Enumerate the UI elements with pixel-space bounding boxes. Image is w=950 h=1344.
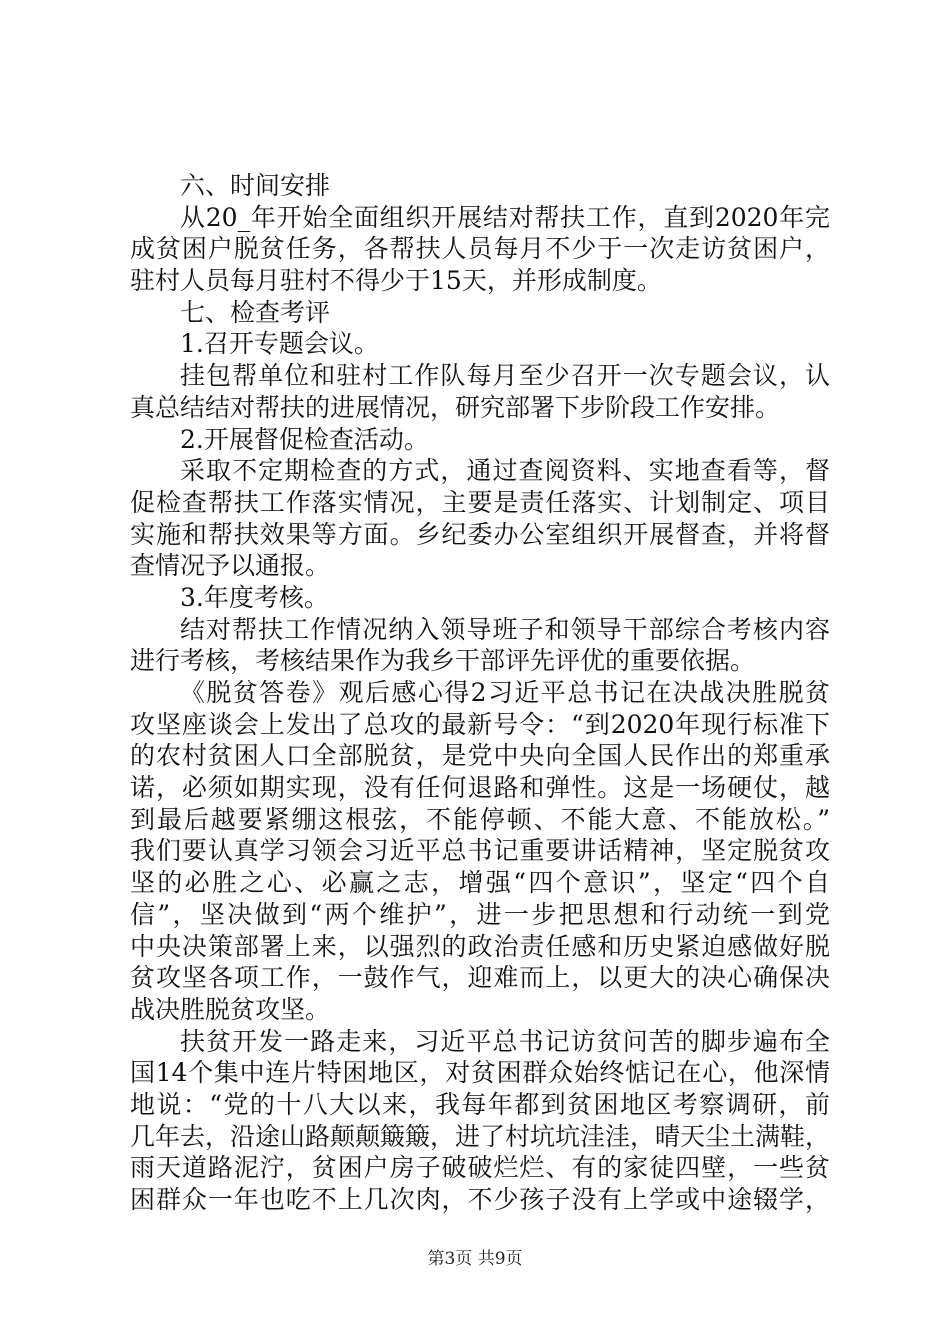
document-body — [130, 170, 830, 1216]
text-line: 进行考核，考核结果作为我乡干部评先评优的重要依据。 — [130, 646, 756, 676]
text-line: 信”，坚决做到“两个维护”，进一步把思想和行动统一到党 — [130, 899, 830, 929]
text-line: 战决胜脱贫攻坚。 — [130, 994, 331, 1024]
text-line: 《脱贫答卷》观后感心得2习近平总书记在决战决胜脱贫 — [180, 678, 830, 707]
text-line: 的农村贫困人口全部脱贫，是党中央向全国人民作出的郑重承 — [130, 741, 830, 771]
text-line: 困群众一年也吃不上几次肉，不少孩子没有上学或中途辍学， — [130, 1185, 830, 1214]
text-line: 真总结结对帮扶的进展情况，研究部署下步阶段工作安排。 — [130, 392, 781, 422]
text-line: 挂包帮单位和驻村工作队每月至少召开一次专题会议，认 — [180, 361, 830, 391]
text-line: 成贫困户脱贫任务，各帮扶人员每月不少于一次走访贫困户， — [130, 234, 830, 264]
text-line: 扶贫开发一路走来，习近平总书记访贫问苦的脚步遍布全 — [180, 1026, 830, 1056]
text-line: 查情况予以通报。 — [130, 551, 331, 581]
subheading-meeting: 1.召开专题会议。 — [180, 329, 379, 359]
text-line: 我们要认真学习领会习近平总书记重要讲话精神，坚定脱贫攻 — [130, 836, 830, 866]
text-line: 诺，必须如期实现，没有任何退路和弹性。这是一场硬仗，越 — [130, 773, 830, 803]
text-line: 攻坚座谈会上发出了总攻的最新号令：“到2020年现行标准下 — [130, 709, 830, 739]
text-line: 雨天道路泥泞，贫困户房子破破烂烂、有的家徒四壁，一些贫 — [130, 1153, 830, 1183]
text-line: 促检查帮扶工作落实情况，主要是责任落实、计划制定、项目 — [130, 487, 830, 517]
text-line: 国14个集中连片特困地区，对贫困群众始终惦记在心，他深情 — [130, 1058, 830, 1088]
text-line: 到最后越要紧绷这根弦，不能停顿、不能大意、不能放松。” — [130, 804, 830, 834]
heading-inspection-evaluation: 七、检查考评 — [180, 297, 331, 327]
subheading-annual-assessment: 3.年度考核。 — [180, 582, 329, 612]
text-line: 采取不定期检查的方式，通过查阅资料、实地查看等，督 — [180, 456, 830, 486]
page-number-footer: 第3页 共9页 — [427, 1249, 523, 1269]
text-line: 几年去，沿途山路颠颠簸簸，进了村坑坑洼洼，晴天尘土满鞋， — [130, 1121, 831, 1151]
heading-time-arrangement: 六、时间安排 — [180, 171, 331, 200]
text-line: 驻村人员每月驻村不得少于15天，并形成制度。 — [130, 266, 662, 296]
text-line: 中央决策部署上来，以强烈的政治责任感和历史紧迫感做好脱 — [130, 931, 830, 961]
text-line: 结对帮扶工作情况纳入领导班子和领导干部综合考核内容 — [180, 614, 830, 644]
text-line: 实施和帮扶效果等方面。乡纪委办公室组织开展督查，并将督 — [130, 519, 830, 549]
text-line: 从20_年开始全面组织开展结对帮扶工作，直到2020年完 — [180, 202, 830, 232]
subheading-inspection: 2.开展督促检查活动。 — [180, 424, 429, 454]
text-line: 地说：“党的十八大以来，我每年都到贫困地区考察调研，前 — [130, 1089, 830, 1119]
text-line: 贫攻坚各项工作，一鼓作气，迎难而上，以更大的决心确保决 — [130, 963, 830, 993]
text-line: 坚的必胜之心、必赢之志，增强“四个意识”，坚定“四个自 — [130, 868, 830, 898]
